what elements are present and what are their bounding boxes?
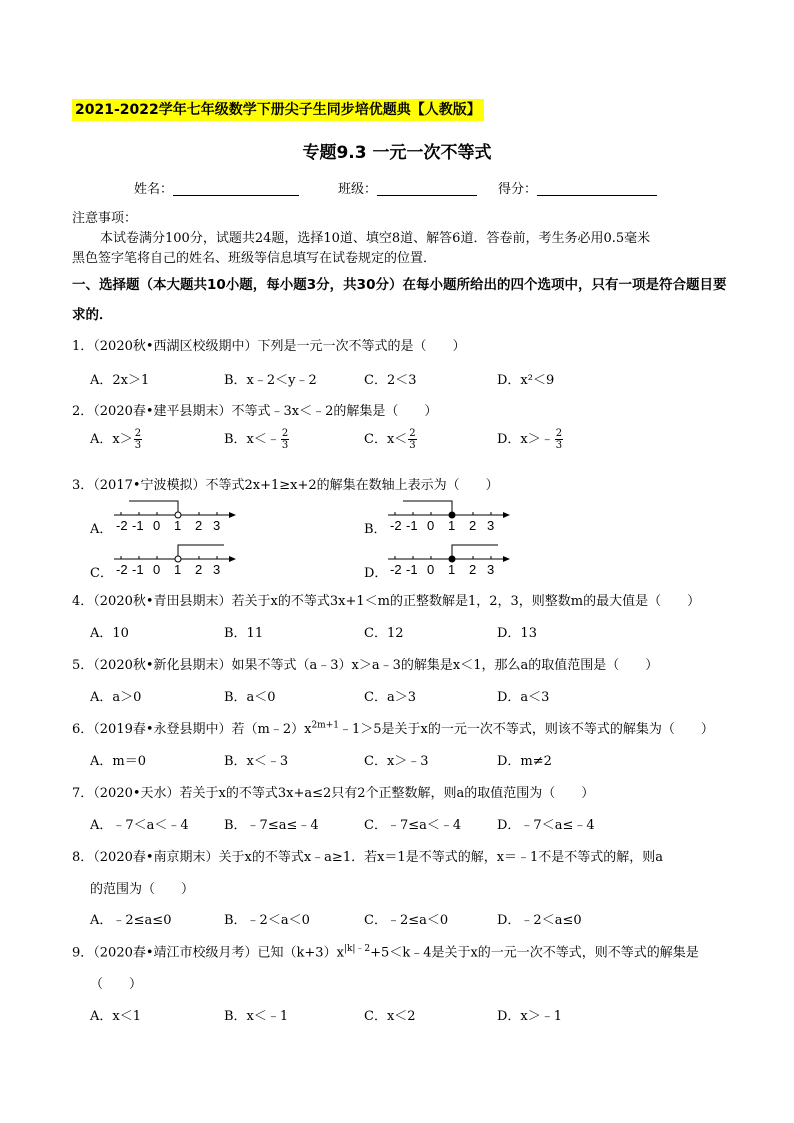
q6-option-c[interactable]: C．x＞﹣3 [364,754,429,769]
tick-label: -1 [132,518,144,533]
tick-label: 2 [469,562,477,577]
tick-label: 3 [213,518,221,533]
q3-option-b[interactable]: B． [364,522,387,537]
tick-label: 2 [195,562,203,577]
q7-option-a[interactable]: A．﹣7＜a＜﹣4 [90,818,189,833]
q5-option-c[interactable]: C．a＞3 [364,690,416,705]
q3-number-line-d[interactable] [386,541,516,581]
q2-fraction: $\frac{2}{3}$ [555,428,563,451]
tick-label: 3 [487,518,495,533]
q6-stem: 6．（2019春•永登县期中）若$(m﹣2)x^{2m+1}﹣1>5$是关于x的一元一次不等式，则该不等式的解集为（ ） [72,720,714,737]
q9-option-a[interactable]: A．x＜1 [90,1009,141,1024]
tick-label: 1 [174,562,182,577]
tick-label: -2 [390,562,402,577]
tick-label: -2 [116,518,128,533]
q2-fraction: $\frac{2}{3}$ [281,428,289,451]
q3-stem: 3．（2017•宁波模拟）不等式2x+1≥x+2的解集在数轴上表示为（ ） [72,478,499,493]
tick-label: -1 [406,518,418,533]
q1-option-c[interactable]: C．2＜3 [364,373,417,388]
q4-option-a[interactable]: A．10 [90,626,129,641]
page-title: 专题9.3 一元一次不等式 [302,143,492,163]
q7-stem: 7．（2020•天水）若关于x的不等式3x+a≤2只有2个正整数解，则a的取值范围为（ ） [72,786,595,801]
solution-ray [129,501,178,515]
q2-fraction: $\frac{2}{3}$ [409,428,416,451]
q2-option-b[interactable]: B．x＜﹣ $\frac{2}{3}$ [224,428,289,451]
q1-option-d[interactable]: D．x²＜9 [497,373,555,388]
q3-option-d[interactable]: D． [364,566,388,581]
tick-label: -1 [406,562,418,577]
tick-label: 0 [153,518,161,533]
tick-label: -2 [116,562,128,577]
q2-stem: 2．（2020春•建平县期末）不等式﹣3x＜﹣2的解集是（ ） [72,404,438,419]
q5-option-a[interactable]: A．a＞0 [90,690,142,705]
score-label: 得分： [498,182,538,197]
q6-option-b[interactable]: B．x＜﹣3 [224,754,289,769]
q4-option-b[interactable]: B．11 [224,626,264,641]
q5-stem: 5．（2020秋•新化县期末）如果不等式（a﹣3）x＞a﹣3的解集是x＜1，那么a的取值范围是（ ） [72,658,659,673]
q6-option-d[interactable]: D．m≠2 [497,754,552,769]
q3-number-line-c[interactable] [112,541,242,581]
q2-option-a[interactable]: A．x＞ $\frac{2}{3}$ [90,428,142,451]
q4-stem: 4．（2020秋•青田县期末）若关于x的不等式3x+1＜m的正整数解是1，2，3，则整数m的最大值是（ ） [72,594,701,609]
q1-stem: 1．（2020秋•西湖区校级期中）下列是一元一次不等式的是（ ） [72,339,466,354]
tick-label: 1 [448,518,456,533]
tick-label: 1 [448,562,456,577]
q5-option-d[interactable]: D．a＜3 [497,690,550,705]
section-heading: 一、选择题（本大题共10小题，每小题3分，共30分）在每小题所给出的四个选项中，只有一项是符合题目要求的． [72,277,727,323]
q4-option-c[interactable]: C．12 [364,626,404,641]
q3-number-line-b[interactable] [386,497,516,537]
name-field[interactable] [134,178,299,197]
tick-label: 3 [487,562,495,577]
q7-option-b[interactable]: B．﹣7≤a≤﹣4 [224,818,319,833]
q9-option-b[interactable]: B．x＜﹣1 [224,1009,289,1024]
tick-label: 1 [174,518,182,533]
q2-option-c[interactable]: C．x＜ $\frac{2}{3}$ [364,428,416,451]
q8-option-c[interactable]: C．﹣2≤a＜0 [364,913,449,928]
q7-option-d[interactable]: D．﹣7＜a≤﹣4 [497,818,595,833]
tick-label: -1 [132,562,144,577]
tick-label: 0 [153,562,161,577]
q9-option-c[interactable]: C．x＜2 [364,1009,416,1024]
q3-option-c[interactable]: C． [90,566,113,581]
class-label: 班级： [338,182,378,197]
tick-label: 0 [427,518,435,533]
score-field[interactable] [498,178,657,197]
q5-option-b[interactable]: B．a＜0 [224,690,276,705]
q8-option-a[interactable]: A．﹣2≤a≤0 [90,913,172,928]
q1-option-a[interactable]: A．2x＞1 [90,373,150,388]
tick-label: 2 [469,518,477,533]
q9-stem: 9．（2020春•靖江市校级月考）已知$(k+3)x^{|k|﹣2}+5<k﹣4$是关于x的一元一次不等式，则不等式的解集是 [72,944,699,961]
q8-option-d[interactable]: D．﹣2＜a≤0 [497,913,582,928]
class-blank[interactable] [377,181,477,196]
tick-label: -2 [390,518,402,533]
q2-option-d[interactable]: D．x＞﹣ $\frac{2}{3}$ [497,428,563,451]
q6-option-a[interactable]: A．m＝0 [90,754,146,769]
q3-number-line-a[interactable] [112,497,242,537]
q4-option-d[interactable]: D．13 [497,626,537,641]
q8-stem: 8．（2020春•南京期末）关于x的不等式x﹣a≥1．若x＝1是不等式的解，x＝﹣1不是不等式的解，则a [72,850,664,865]
q9-option-d[interactable]: D．x＞﹣1 [497,1009,563,1024]
q9-stem-cont: （ ） [90,977,143,992]
notice-heading: 注意事项： [72,211,138,226]
tick-label: 3 [213,562,221,577]
q1-option-b[interactable]: B．x﹣2＜y﹣2 [224,373,317,388]
name-blank[interactable] [173,181,299,196]
q8-option-b[interactable]: B．﹣2＜a＜0 [224,913,310,928]
q2-fraction: $\frac{2}{3}$ [134,428,142,451]
notice-line-2: 黑色签字笔将自己的姓名、班级等信息填写在试卷规定的位置． [72,251,437,266]
q7-option-c[interactable]: C．﹣7≤a＜﹣4 [364,818,462,833]
solution-ray [403,501,452,515]
tick-label: 0 [427,562,435,577]
class-field[interactable] [338,178,477,197]
score-blank[interactable] [537,181,657,196]
series-banner: 2021-2022学年七年级数学下册尖子生同步培优题典【人教版】 [72,99,484,121]
tick-label: 2 [195,518,203,533]
notice-line-1: 本试卷满分100分，试题共24题，选择10道、填空8道、解答6道．答卷前，考生务必用0.5毫米 [100,231,651,246]
q8-stem-cont: 的范围为（ ） [90,882,195,897]
q3-option-a[interactable]: A． [90,522,113,537]
name-label: 姓名： [134,182,174,197]
